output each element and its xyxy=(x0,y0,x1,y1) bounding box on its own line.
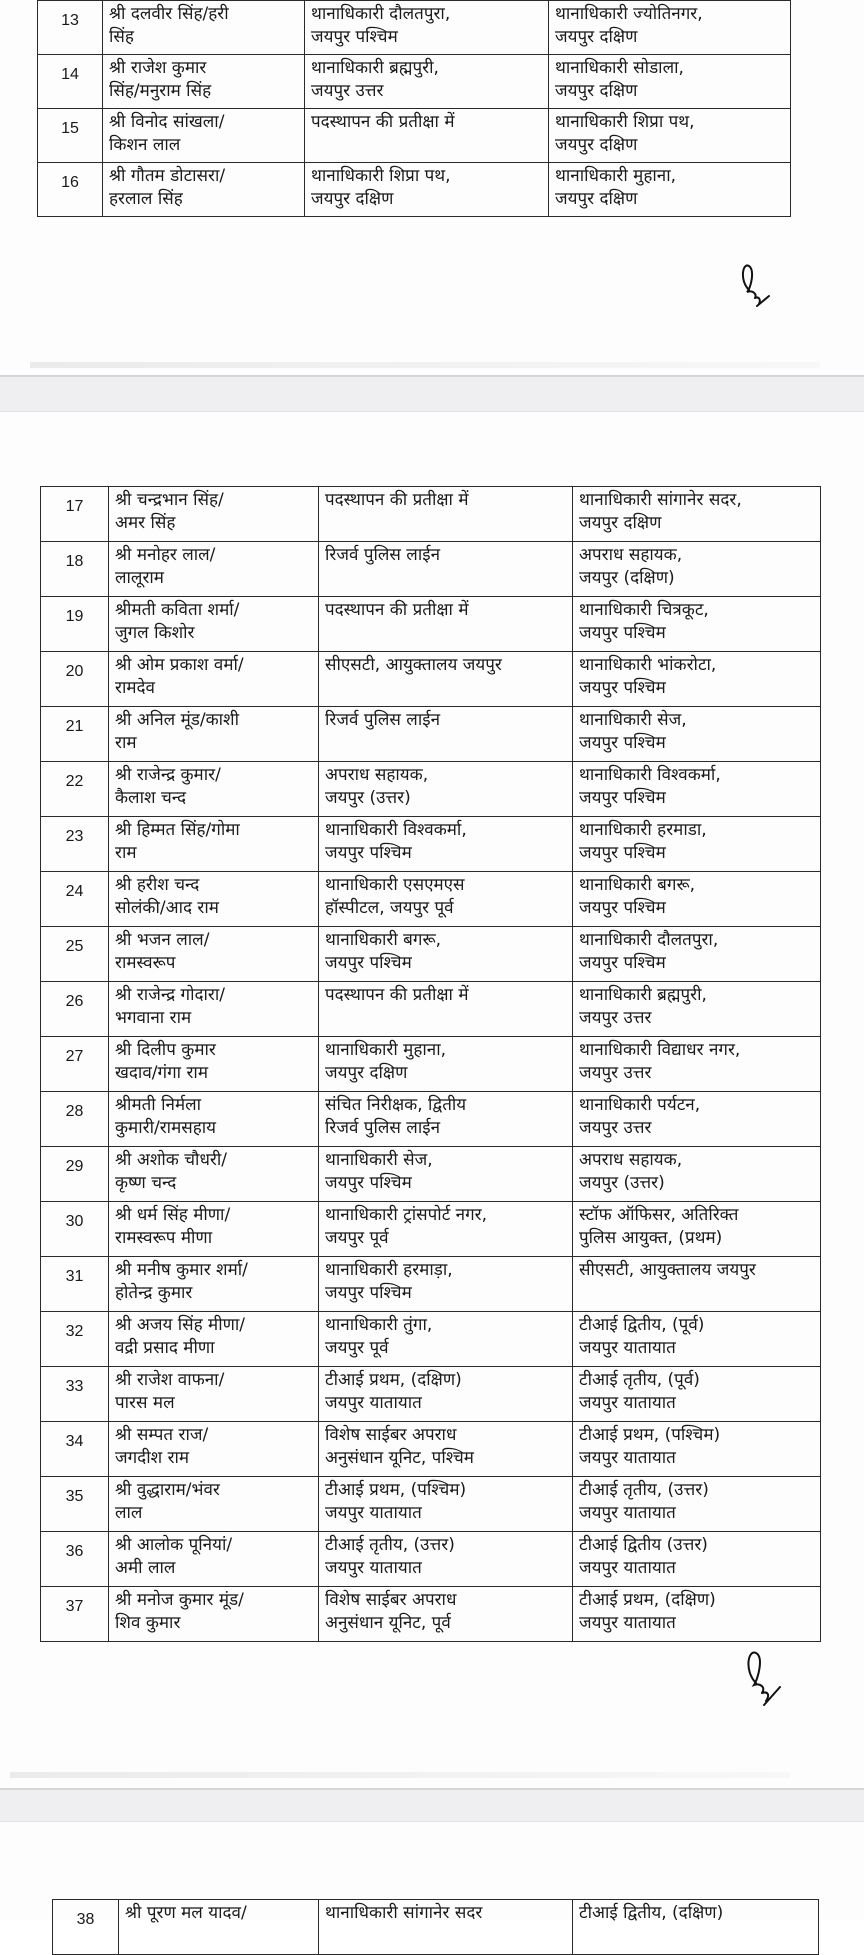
table-row xyxy=(41,1532,821,1587)
cell-text-line: थानाधिकारी ज्योतिनगर, xyxy=(555,4,703,24)
cell-text-line: थानाधिकारी हरमाडा, xyxy=(579,820,707,840)
cell-text-line: जयपुर पश्चिम xyxy=(579,788,666,808)
current-posting-cell xyxy=(319,1587,573,1642)
cell-text-line: वद्री प्रसाद मीणा xyxy=(115,1338,215,1358)
cell-text-line: थानाधिकारी मुहाना, xyxy=(325,1040,447,1060)
officer-name-cell xyxy=(109,652,319,707)
cell-text-line: श्री ओम प्रकाश वर्मा/ xyxy=(115,655,244,675)
current-posting-cell xyxy=(319,1092,573,1147)
new-posting-cell xyxy=(573,1312,821,1367)
cell-text-line: जयपुर यातायात xyxy=(579,1448,676,1468)
current-posting-cell xyxy=(319,1422,573,1477)
officer-name-cell xyxy=(103,163,305,217)
table-row xyxy=(41,1367,821,1422)
officer-name-cell xyxy=(103,109,305,163)
officer-name-cell xyxy=(109,1202,319,1257)
officer-name-cell xyxy=(109,1092,319,1147)
cell-text-line: श्री आलोक पूनियां/ xyxy=(115,1535,233,1555)
current-posting-cell xyxy=(319,982,573,1037)
serial-number: 17 xyxy=(41,487,109,542)
cell-text-line: थानाधिकारी शिप्रा पथ, xyxy=(311,166,451,186)
document-page-2 xyxy=(0,412,864,1788)
officer-name-cell xyxy=(109,1257,319,1312)
cell-text-line: जयपुर (उत्तर) xyxy=(325,788,411,808)
cell-text-line: श्री मनोज कुमार मूंड/ xyxy=(115,1590,244,1610)
serial-number: 37 xyxy=(41,1587,109,1642)
new-posting-cell xyxy=(549,109,791,163)
table-row xyxy=(41,1312,821,1367)
cell-text-line: श्री दलवीर सिंह/हरी xyxy=(109,4,229,24)
cell-text-line: टीआई द्वितीय (उत्तर) xyxy=(579,1535,708,1555)
cell-text-line: पदस्थापन की प्रतीक्षा में xyxy=(325,600,469,620)
new-posting-cell xyxy=(573,927,821,982)
cell-text-line: विशेष साईबर अपराध xyxy=(325,1425,457,1445)
cell-text-line: जयपुर पश्चिम xyxy=(311,27,398,47)
cell-text-line: जयपुर पश्चिम xyxy=(325,843,412,863)
serial-number: 22 xyxy=(41,762,109,817)
cell-text-line: सीएसटी, आयुक्तालय जयपुर xyxy=(579,1260,756,1280)
new-posting-cell xyxy=(573,1587,821,1642)
cell-text-line: अमर सिंह xyxy=(115,513,176,533)
table-row xyxy=(41,1147,821,1202)
new-posting-cell xyxy=(573,1532,821,1587)
new-posting-cell xyxy=(549,1,791,55)
current-posting-cell xyxy=(319,872,573,927)
cell-text-line: थानाधिकारी सांगानेर सदर, xyxy=(579,490,742,510)
cell-text-line: श्री दिलीप कुमार xyxy=(115,1040,216,1060)
cell-text-line xyxy=(325,622,566,645)
current-posting-cell xyxy=(305,109,549,163)
cell-text-line: जयपुर यातायात xyxy=(325,1503,422,1523)
officer-name-cell xyxy=(109,1367,319,1422)
cell-text-line: स्टॉफ ऑफिसर, अतिरिक्त xyxy=(579,1205,739,1225)
transfer-table-page-2 xyxy=(40,486,821,1642)
cell-text-line: जयपुर पश्चिम xyxy=(325,1283,412,1303)
new-posting-cell xyxy=(573,872,821,927)
document-page-3 xyxy=(0,1822,864,1928)
new-posting-cell xyxy=(573,542,821,597)
cell-text-line: श्री चन्द्रभान सिंह/ xyxy=(115,490,224,510)
cell-text-line: जयपुर पश्चिम xyxy=(579,843,666,863)
officer-name-cell xyxy=(109,707,319,762)
signature-icon xyxy=(735,260,790,320)
cell-text-line: थानाधिकारी सेज, xyxy=(325,1150,433,1170)
cell-text-line: जयपुर पश्चिम xyxy=(579,898,666,918)
officer-name-cell xyxy=(109,1587,319,1642)
cell-text-line: सिंह xyxy=(109,27,134,47)
current-posting-cell xyxy=(319,817,573,872)
current-posting-cell xyxy=(319,707,573,762)
new-posting-cell xyxy=(573,1422,821,1477)
cell-text-line: श्री सम्पत राज/ xyxy=(115,1425,209,1445)
cell-text-line xyxy=(325,1925,566,1948)
cell-text-line: जयपुर पश्चिम xyxy=(325,953,412,973)
cell-text-line: कैलाश चन्द xyxy=(115,788,187,808)
table-row xyxy=(41,707,821,762)
cell-text-line: सिंह/मनुराम सिंह xyxy=(109,81,212,101)
officer-name-cell xyxy=(103,1,305,55)
officer-name-cell xyxy=(109,1422,319,1477)
transfer-table-page-1 xyxy=(37,0,791,217)
cell-text-line xyxy=(579,1925,812,1948)
serial-number: 20 xyxy=(41,652,109,707)
officer-name-cell xyxy=(109,542,319,597)
table-row xyxy=(41,817,821,872)
cell-text-line xyxy=(325,732,566,755)
new-posting-cell xyxy=(573,652,821,707)
new-posting-cell xyxy=(573,1900,819,1955)
cell-text-line: जयपुर यातायात xyxy=(579,1613,676,1633)
table-row xyxy=(41,927,821,982)
current-posting-cell xyxy=(319,597,573,652)
cell-text-line: अनुसंधान यूनिट, पूर्व xyxy=(325,1613,451,1633)
current-posting-cell xyxy=(319,1900,573,1955)
cell-text-line: जयपुर पश्चिम xyxy=(579,953,666,973)
current-posting-cell xyxy=(319,1532,573,1587)
cell-text-line: जयपुर पश्चिम xyxy=(325,1173,412,1193)
table-row xyxy=(38,109,791,163)
cell-text-line: श्री अशोक चौधरी/ xyxy=(115,1150,227,1170)
table-row xyxy=(53,1900,819,1955)
officer-name-cell xyxy=(109,982,319,1037)
cell-text-line: संचित निरीक्षक, द्वितीय xyxy=(325,1095,467,1115)
cell-text-line: श्री अनिल मूंड/काशी xyxy=(115,710,240,730)
officer-name-cell xyxy=(109,927,319,982)
officer-name-cell xyxy=(109,817,319,872)
serial-number: 16 xyxy=(38,163,103,217)
cell-text-line: अनुसंधान यूनिट, पश्चिम xyxy=(325,1448,474,1468)
serial-number: 25 xyxy=(41,927,109,982)
serial-number: 36 xyxy=(41,1532,109,1587)
cell-text-line: शिव कुमार xyxy=(115,1613,181,1633)
cell-text-line xyxy=(325,567,566,590)
table-row xyxy=(41,872,821,927)
cell-text-line: राम xyxy=(115,843,137,863)
cell-text-line: श्री गौतम डोटासरा/ xyxy=(109,166,226,186)
current-posting-cell xyxy=(305,163,549,217)
cell-text-line: विशेष साईबर अपराध xyxy=(325,1590,457,1610)
cell-text-line: थानाधिकारी भांकरोटा, xyxy=(579,655,717,675)
officer-name-cell xyxy=(119,1900,319,1955)
cell-text-line: पदस्थापन की प्रतीक्षा में xyxy=(325,985,469,1005)
faint-bleed-line xyxy=(10,1772,790,1778)
table-row xyxy=(41,1202,821,1257)
serial-number: 27 xyxy=(41,1037,109,1092)
serial-number: 14 xyxy=(38,55,103,109)
cell-text-line: श्री विनोद सांखला/ xyxy=(109,112,225,132)
cell-text-line: रामस्वरूप xyxy=(115,953,176,973)
cell-text-line: लालूराम xyxy=(115,568,164,588)
cell-text-line: अपराध सहायक, xyxy=(579,1150,683,1170)
transfer-table-page-3 xyxy=(52,1899,819,1955)
new-posting-cell xyxy=(549,55,791,109)
new-posting-cell xyxy=(573,597,821,652)
cell-text-line: श्री पूरण मल यादव/ xyxy=(125,1903,247,1923)
current-posting-cell xyxy=(319,1037,573,1092)
officer-name-cell xyxy=(103,55,305,109)
cell-text-line: थानाधिकारी सेज, xyxy=(579,710,687,730)
cell-text-line: जयपुर उत्तर xyxy=(579,1118,652,1138)
cell-text-line: जयपुर यातायात xyxy=(579,1503,676,1523)
cell-text-line: श्री मनीष कुमार शर्मा/ xyxy=(115,1260,248,1280)
serial-number: 30 xyxy=(41,1202,109,1257)
cell-text-line: टीआई प्रथम, (दक्षिण) xyxy=(579,1590,716,1610)
cell-text-line: जयपुर पूर्व xyxy=(325,1338,389,1358)
officer-name-cell xyxy=(109,872,319,927)
cell-text-line: टीआई तृतीय, (उत्तर) xyxy=(579,1480,709,1500)
table-row xyxy=(41,982,821,1037)
serial-number: 23 xyxy=(41,817,109,872)
officer-name-cell xyxy=(109,597,319,652)
cell-text-line: टीआई द्वितीय, (पूर्व) xyxy=(579,1315,705,1335)
serial-number: 19 xyxy=(41,597,109,652)
cell-text-line: रिजर्व पुलिस लाईन xyxy=(325,545,441,565)
cell-text-line: श्री हिम्मत सिंह/गोमा xyxy=(115,820,240,840)
cell-text-line: होतेन्द्र कुमार xyxy=(115,1283,193,1303)
new-posting-cell xyxy=(573,817,821,872)
cell-text-line: थानाधिकारी मुहाना, xyxy=(555,166,677,186)
cell-text-line: टीआई तृतीय, (उत्तर) xyxy=(325,1535,455,1555)
cell-text-line: जुगल किशोर xyxy=(115,623,195,643)
new-posting-cell xyxy=(573,762,821,817)
cell-text-line: थानाधिकारी विद्याधर नगर, xyxy=(579,1040,741,1060)
cell-text-line: अपराध सहायक, xyxy=(325,765,429,785)
current-posting-cell xyxy=(319,1257,573,1312)
cell-text-line: राम xyxy=(115,733,137,753)
cell-text-line: श्री भजन लाल/ xyxy=(115,930,210,950)
cell-text-line: जयपुर दक्षिण xyxy=(555,135,638,155)
cell-text-line: थानाधिकारी सांगानेर सदर xyxy=(325,1903,483,1923)
officer-name-cell xyxy=(109,1147,319,1202)
page-separator xyxy=(0,1788,864,1822)
cell-text-line: भगवाना राम xyxy=(115,1008,192,1028)
cell-text-line: श्रीमती निर्मला xyxy=(115,1095,202,1115)
new-posting-cell xyxy=(573,982,821,1037)
table-row xyxy=(41,1422,821,1477)
table-row xyxy=(41,652,821,707)
cell-text-line: रामदेव xyxy=(115,678,156,698)
new-posting-cell xyxy=(573,1092,821,1147)
cell-text-line: थानाधिकारी दौलतपुरा, xyxy=(579,930,719,950)
serial-number: 35 xyxy=(41,1477,109,1532)
cell-text-line: थानाधिकारी तुंगा, xyxy=(325,1315,433,1335)
new-posting-cell xyxy=(573,1202,821,1257)
cell-text-line: खदाव/गंगा राम xyxy=(115,1063,208,1083)
table-row xyxy=(41,762,821,817)
cell-text-line: थानाधिकारी ब्रह्मपुरी, xyxy=(311,58,439,78)
cell-text-line: थानाधिकारी एसएमएस xyxy=(325,875,465,895)
cell-text-line: जयपुर दक्षिण xyxy=(555,189,638,209)
cell-text-line: जगदीश राम xyxy=(115,1448,190,1468)
cell-text-line: जयपुर उत्तर xyxy=(579,1063,652,1083)
officer-name-cell xyxy=(109,1532,319,1587)
current-posting-cell xyxy=(319,1367,573,1422)
cell-text-line: रिजर्व पुलिस लाईन xyxy=(325,1118,441,1138)
serial-number: 28 xyxy=(41,1092,109,1147)
table-row xyxy=(41,597,821,652)
cell-text-line: पुलिस आयुक्त, (प्रथम) xyxy=(579,1228,723,1248)
officer-name-cell xyxy=(109,762,319,817)
serial-number: 24 xyxy=(41,872,109,927)
cell-text-line: जयपुर यातायात xyxy=(579,1393,676,1413)
current-posting-cell xyxy=(319,762,573,817)
cell-text-line: जयपुर यातायात xyxy=(325,1558,422,1578)
current-posting-cell xyxy=(319,1312,573,1367)
serial-number: 31 xyxy=(41,1257,109,1312)
cell-text-line: हॉस्पीटल, जयपुर पूर्व xyxy=(325,898,454,918)
cell-text-line xyxy=(125,1925,312,1948)
cell-text-line: जयपुर दक्षिण xyxy=(579,513,662,533)
cell-text-line xyxy=(579,1282,814,1305)
serial-number: 21 xyxy=(41,707,109,762)
serial-number: 15 xyxy=(38,109,103,163)
current-posting-cell xyxy=(319,1477,573,1532)
cell-text-line: टीआई प्रथम, (दक्षिण) xyxy=(325,1370,462,1390)
cell-text-line: थानाधिकारी बगरू, xyxy=(579,875,696,895)
cell-text-line: थानाधिकारी दौलतपुरा, xyxy=(311,4,451,24)
cell-text-line: जयपुर उत्तर xyxy=(311,81,384,101)
cell-text-line: जयपुर दक्षिण xyxy=(311,189,394,209)
cell-text-line: श्री अजय सिंह मीणा/ xyxy=(115,1315,246,1335)
table-row xyxy=(41,487,821,542)
officer-name-cell xyxy=(109,1312,319,1367)
cell-text-line: श्री धर्म सिंह मीणा/ xyxy=(115,1205,231,1225)
table-row xyxy=(38,55,791,109)
signature-icon xyxy=(740,1647,800,1717)
table-row xyxy=(41,542,821,597)
cell-text-line: रिजर्व पुलिस लाईन xyxy=(325,710,441,730)
new-posting-cell xyxy=(573,1257,821,1312)
serial-number: 29 xyxy=(41,1147,109,1202)
new-posting-cell xyxy=(573,1477,821,1532)
cell-text-line: जयपुर पश्चिम xyxy=(579,623,666,643)
current-posting-cell xyxy=(319,1147,573,1202)
serial-number: 32 xyxy=(41,1312,109,1367)
new-posting-cell xyxy=(573,1037,821,1092)
cell-text-line: थानाधिकारी विश्वकर्मा, xyxy=(325,820,467,840)
serial-number: 34 xyxy=(41,1422,109,1477)
current-posting-cell xyxy=(319,542,573,597)
page-separator xyxy=(0,375,864,412)
current-posting-cell xyxy=(305,1,549,55)
cell-text-line: रामस्वरूप मीणा xyxy=(115,1228,213,1248)
serial-number: 33 xyxy=(41,1367,109,1422)
cell-text-line: जयपुर यातायात xyxy=(579,1338,676,1358)
cell-text-line: कृष्ण चन्द xyxy=(115,1173,177,1193)
table-row xyxy=(41,1037,821,1092)
current-posting-cell xyxy=(319,487,573,542)
faint-bleed-line xyxy=(30,362,820,368)
cell-text-line: श्री राजेश कुमार xyxy=(109,58,207,78)
current-posting-cell xyxy=(319,1202,573,1257)
new-posting-cell xyxy=(573,1147,821,1202)
cell-text-line: जयपुर पश्चिम xyxy=(579,733,666,753)
cell-text-line: श्री राजेश वाफना/ xyxy=(115,1370,225,1390)
cell-text-line: लाल xyxy=(115,1503,143,1523)
serial-number: 18 xyxy=(41,542,109,597)
cell-text-line: श्री राजेन्द्र कुमार/ xyxy=(115,765,221,785)
cell-text-line: किशन लाल xyxy=(109,135,181,155)
document-page-1 xyxy=(0,0,864,375)
cell-text-line: थानाधिकारी विश्वकर्मा, xyxy=(579,765,721,785)
cell-text-line: जयपुर दक्षिण xyxy=(555,81,638,101)
new-posting-cell xyxy=(573,487,821,542)
cell-text-line: थानाधिकारी बगरू, xyxy=(325,930,442,950)
cell-text-line: थानाधिकारी चित्रकूट, xyxy=(579,600,709,620)
cell-text-line: श्री राजेन्द्र गोदारा/ xyxy=(115,985,225,1005)
cell-text-line: थानाधिकारी सोडाला, xyxy=(555,58,684,78)
cell-text-line: सोलंकी/आद राम xyxy=(115,898,219,918)
new-posting-cell xyxy=(573,1367,821,1422)
new-posting-cell xyxy=(573,707,821,762)
cell-text-line: अमी लाल xyxy=(115,1558,176,1578)
cell-text-line: जयपुर यातायात xyxy=(325,1393,422,1413)
table-row xyxy=(41,1257,821,1312)
cell-text-line: थानाधिकारी पर्यटन, xyxy=(579,1095,701,1115)
cell-text-line: पारस मल xyxy=(115,1393,175,1413)
serial-number: 38 xyxy=(53,1900,119,1955)
current-posting-cell xyxy=(305,55,549,109)
cell-text-line: जयपुर (दक्षिण) xyxy=(579,568,675,588)
table-row xyxy=(38,163,791,217)
cell-text-line: श्री वुद्धाराम/भंवर xyxy=(115,1480,220,1500)
officer-name-cell xyxy=(109,1037,319,1092)
cell-text-line: थानाधिकारी हरमाड़ा, xyxy=(325,1260,453,1280)
new-posting-cell xyxy=(549,163,791,217)
officer-name-cell xyxy=(109,1477,319,1532)
current-posting-cell xyxy=(319,927,573,982)
cell-text-line: जयपुर उत्तर xyxy=(579,1008,652,1028)
serial-number: 26 xyxy=(41,982,109,1037)
cell-text-line: थानाधिकारी ब्रह्मपुरी, xyxy=(579,985,707,1005)
cell-text-line: टीआई प्रथम, (पश्चिम) xyxy=(325,1480,467,1500)
current-posting-cell xyxy=(319,652,573,707)
cell-text-line xyxy=(311,134,542,157)
officer-name-cell xyxy=(109,487,319,542)
cell-text-line: थानाधिकारी शिप्रा पथ, xyxy=(555,112,695,132)
cell-text-line: जयपुर (उत्तर) xyxy=(579,1173,665,1193)
cell-text-line: टीआई तृतीय, (पूर्व) xyxy=(579,1370,700,1390)
cell-text-line: हरलाल सिंह xyxy=(109,189,183,209)
cell-text-line: पदस्थापन की प्रतीक्षा में xyxy=(325,490,469,510)
table-row xyxy=(41,1477,821,1532)
cell-text-line: जयपुर यातायात xyxy=(579,1558,676,1578)
cell-text-line: जयपुर दक्षिण xyxy=(555,27,638,47)
cell-text-line xyxy=(325,512,566,535)
cell-text-line: टीआई प्रथम, (पश्चिम) xyxy=(579,1425,721,1445)
cell-text-line: कुमारी/रामसहाय xyxy=(115,1118,217,1138)
cell-text-line: टीआई द्वितीय, (दक्षिण) xyxy=(579,1903,724,1923)
serial-number: 13 xyxy=(38,1,103,55)
cell-text-line: श्रीमती कविता शर्मा/ xyxy=(115,600,240,620)
table-row xyxy=(41,1092,821,1147)
cell-text-line: श्री हरीश चन्द xyxy=(115,875,200,895)
cell-text-line: अपराध सहायक, xyxy=(579,545,683,565)
cell-text-line: श्री मनोहर लाल/ xyxy=(115,545,216,565)
cell-text-line: पदस्थापन की प्रतीक्षा में xyxy=(311,112,455,132)
cell-text-line: जयपुर दक्षिण xyxy=(325,1063,408,1083)
cell-text-line: जयपुर पश्चिम xyxy=(579,678,666,698)
cell-text-line: थानाधिकारी ट्रांसपोर्ट नगर, xyxy=(325,1205,488,1225)
cell-text-line xyxy=(325,1007,566,1030)
cell-text-line: सीएसटी, आयुक्तालय जयपुर xyxy=(325,655,502,675)
cell-text-line xyxy=(325,677,566,700)
table-row xyxy=(41,1587,821,1642)
table-row xyxy=(38,1,791,55)
cell-text-line: जयपुर पूर्व xyxy=(325,1228,389,1248)
